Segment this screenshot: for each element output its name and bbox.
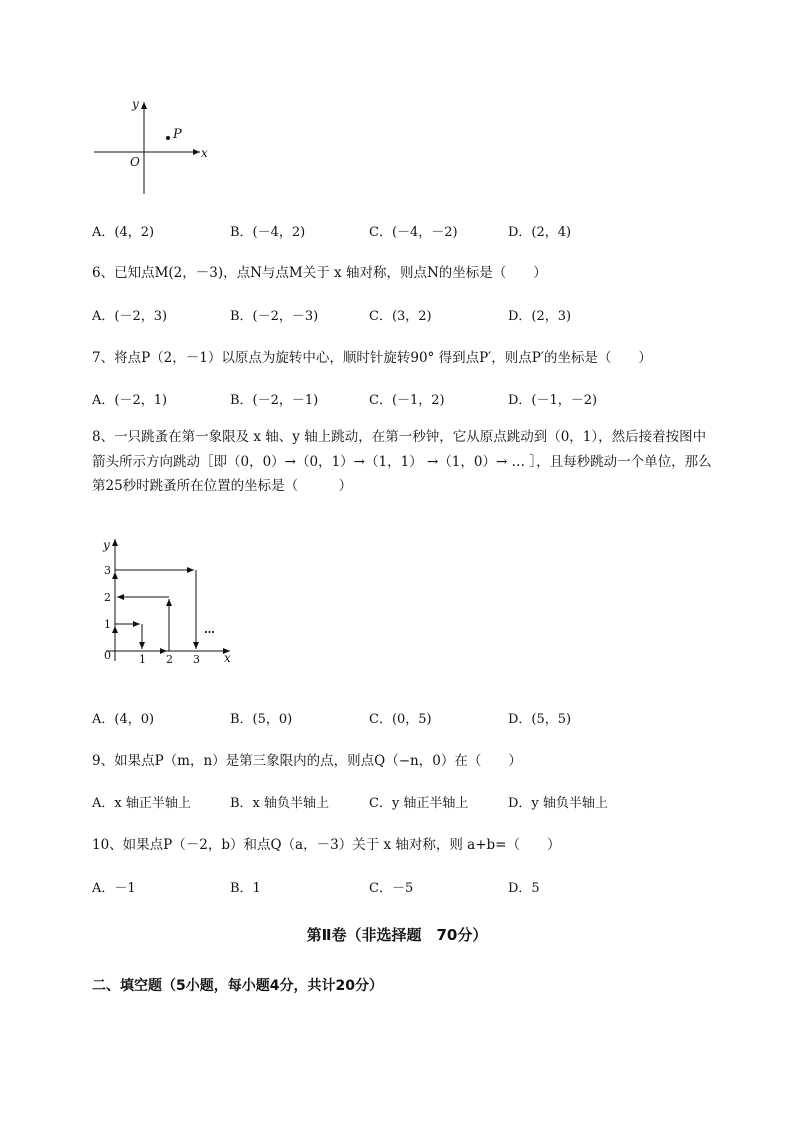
ellipsis-label: …: [204, 623, 215, 636]
q10-option-b[interactable]: B．1: [230, 881, 261, 896]
origin-label: O: [130, 155, 140, 169]
q5-option-a[interactable]: A．(4，2): [92, 225, 155, 240]
q7-option-d[interactable]: D．(－1，－2): [508, 393, 598, 408]
x-tick-label: 2: [166, 653, 173, 666]
q9-option-a[interactable]: A．x 轴正半轴上: [92, 796, 191, 811]
q6-option-a[interactable]: A．(－2，3): [92, 309, 168, 324]
q10-option-d[interactable]: D．5: [508, 881, 540, 896]
q8-option-a[interactable]: A．(4，0): [92, 712, 155, 727]
q9-option-c[interactable]: C．y 轴正半轴上: [369, 796, 469, 811]
y-axis-label: y: [103, 538, 110, 552]
q6-option-b[interactable]: B．(－2，－3): [230, 309, 319, 324]
q6-option-c[interactable]: C．(3，2): [369, 309, 432, 324]
q7-option-c[interactable]: C．(－1，2): [369, 393, 445, 408]
q6-option-d[interactable]: D．(2，3): [508, 309, 572, 324]
x-tick-label: 1: [139, 653, 146, 666]
x-axis-label: x: [201, 146, 208, 160]
q8-option-d[interactable]: D．(5，5): [508, 712, 572, 727]
q10-option-c[interactable]: C．－5: [369, 881, 414, 896]
q8-option-b[interactable]: B．(5，0): [230, 712, 293, 727]
q8-stem: 8、一只跳蚤在第一象限及 x 轴、y 轴上跳动，在第一秒钟，它从原点跳动到（0，1），然后接着按图中箭头所示方向跳动［即（0，0）→（0，1）→（1，1） →（1，0）→ … ］，且每秒跳动一个单位，那么第25秒时跳蚤所在位置的坐标是（ ）: [92, 429, 712, 494]
point-p: [166, 136, 170, 140]
y-tick-label: 1: [104, 618, 111, 631]
q7-option-a[interactable]: A．(－2，1): [92, 393, 168, 408]
y-tick-label: 3: [104, 564, 111, 577]
coordinate-figure-p: [88, 94, 218, 198]
origin-label: 0: [104, 649, 111, 662]
q9-option-b[interactable]: B．x 轴负半轴上: [230, 796, 330, 811]
q9-option-d[interactable]: D．y 轴负半轴上: [508, 796, 608, 811]
q5-option-c[interactable]: C．(－4，－2): [369, 225, 458, 240]
q10-stem: 10、如果点P（－2，b）和点Q（a，－3）关于 x 轴对称，则 a+b=（ ）: [92, 837, 561, 853]
q6-stem: 6、已知点M(2，－3)，点N与点M关于 x 轴对称，则点N的坐标是（ ）: [92, 265, 547, 281]
x-axis-label: x: [224, 651, 231, 665]
point-p-label: P: [173, 127, 182, 142]
flea-path-figure: [100, 535, 240, 667]
q7-stem: 7、将点P（2，－1）以原点为旋转中心，顺时针旋转90° 得到点P′，则点P′的坐标是（ ）: [92, 350, 652, 366]
y-tick-label: 2: [104, 591, 111, 604]
q5-option-b[interactable]: B．(－4，2): [230, 225, 306, 240]
q8-option-c[interactable]: C．(0，5): [369, 712, 432, 727]
q5-option-d[interactable]: D．(2，4): [508, 225, 572, 240]
x-tick-label: 3: [193, 653, 200, 666]
q10-option-a[interactable]: A．－1: [92, 881, 136, 896]
y-axis-label: y: [132, 97, 139, 111]
part-title: 二、填空题（5小题，每小题4分，共计20分）: [92, 978, 383, 994]
q9-stem: 9、如果点P（m，n）是第三象限内的点，则点Q（−n，0）在（ ）: [92, 753, 522, 769]
q7-option-b[interactable]: B．(－2，－1): [230, 393, 319, 408]
section-title: 第Ⅱ卷（非选择题 70分）: [306, 926, 488, 944]
